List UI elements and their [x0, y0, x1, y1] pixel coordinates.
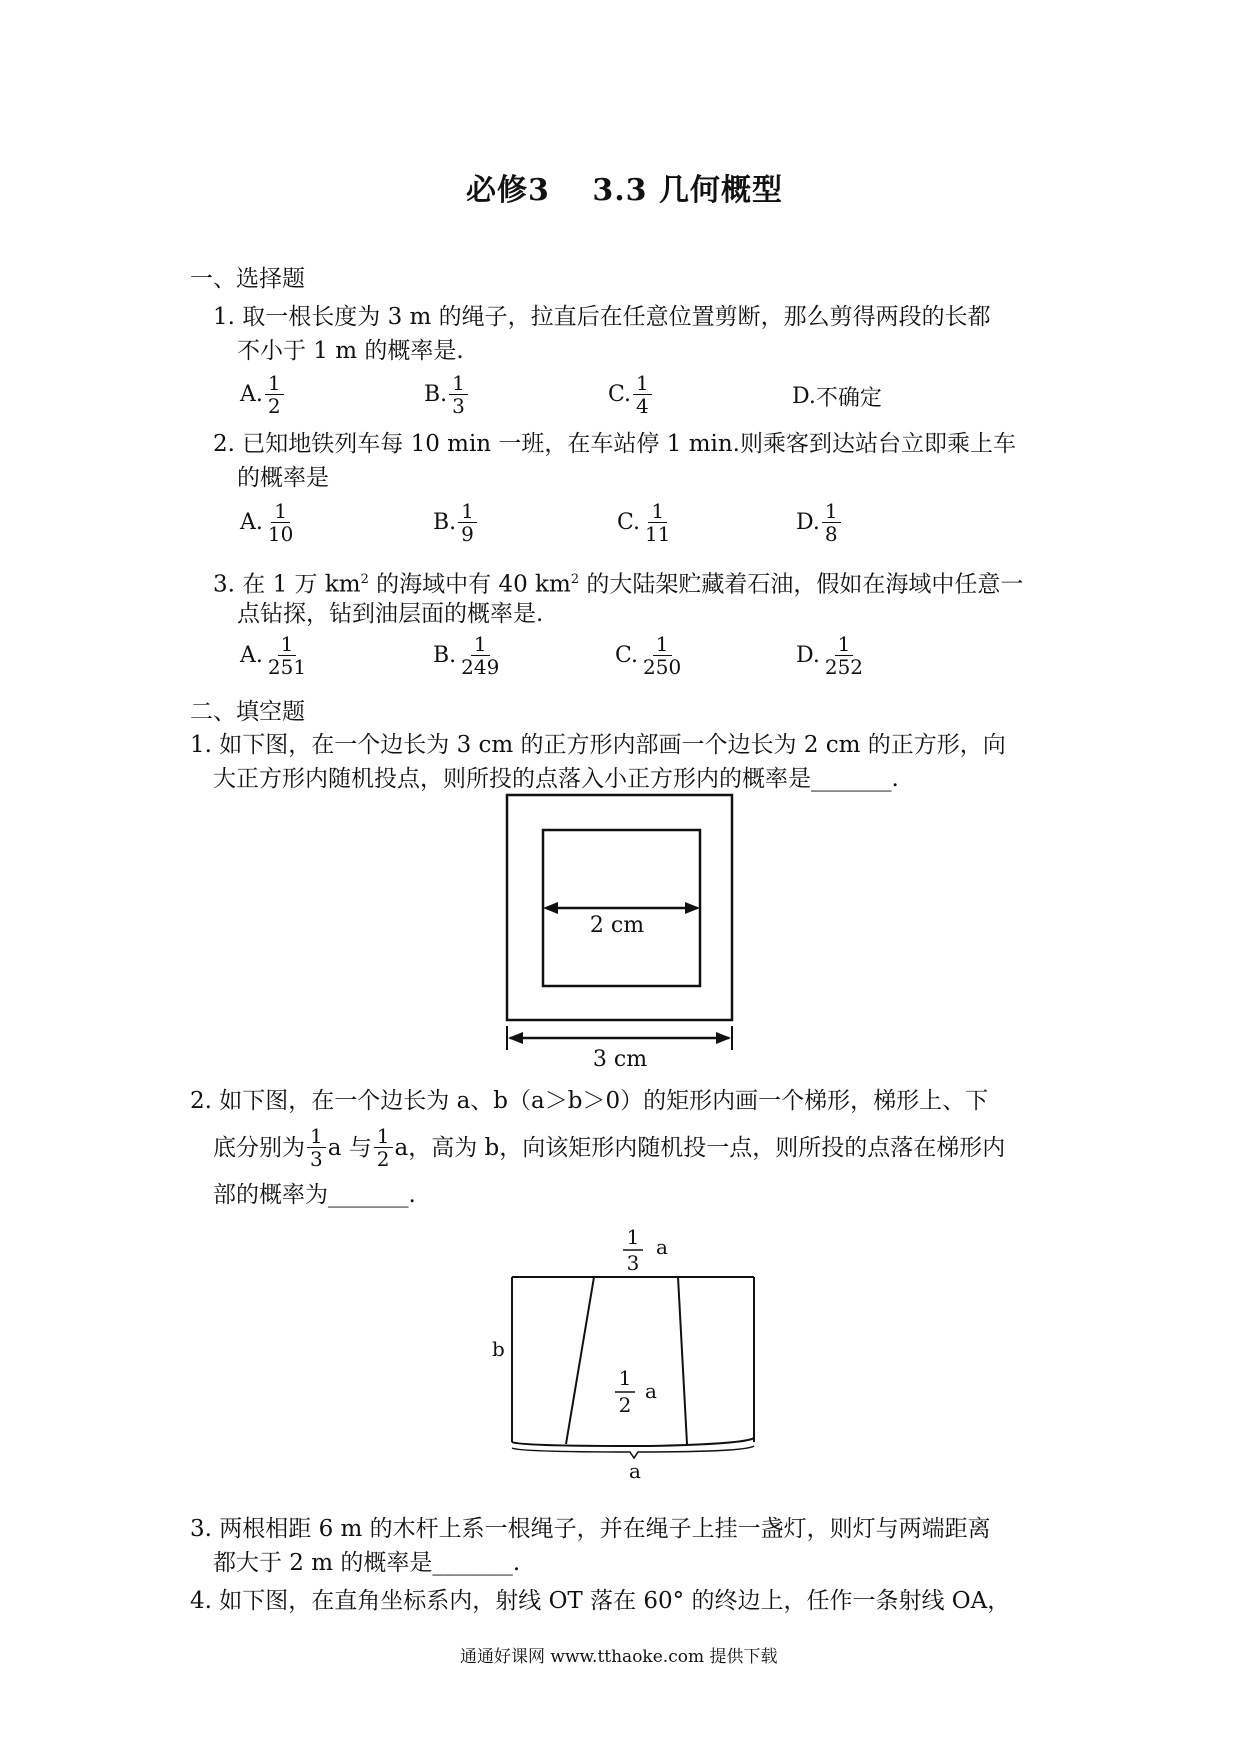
option-label: C.: [617, 510, 641, 535]
mid-fraction-variable: a: [645, 1379, 657, 1403]
denominator: 4: [636, 394, 649, 418]
q3-option-c: [615, 633, 684, 678]
trapezoid-right-leg: [678, 1277, 687, 1444]
side-label-b: b: [492, 1337, 505, 1361]
f3-line2: 都大于 2 m 的概率是_______.: [213, 1550, 521, 1576]
f2-line2-part2: a 与: [327, 1134, 372, 1161]
nested-squares-figure: [490, 790, 750, 1080]
f2-line2-part1: 底分别为: [213, 1134, 305, 1161]
numerator: 1: [471, 633, 490, 656]
q1-line2: 不小于 1 m 的概率是.: [237, 338, 464, 364]
rect-bottom-side: [512, 1438, 754, 1446]
arrow-right-icon: [685, 902, 700, 914]
numerator: 1: [633, 372, 652, 395]
f3-line1: 3. 两根相距 6 m 的木杆上系一根绳子，并在绳子上挂一盏灯，则灯与两端距离: [190, 1516, 991, 1542]
option-label: B.: [433, 643, 457, 668]
option-label: D.: [796, 643, 820, 668]
option-fraction: [822, 633, 866, 678]
option-fraction: [822, 500, 841, 545]
option-fraction: [640, 633, 684, 678]
superscript: 2: [360, 572, 369, 587]
option-fraction: [449, 372, 468, 417]
numerator: 1: [653, 633, 672, 656]
option-fraction: [265, 372, 284, 417]
f1-line2: 大正方形内随机投点，则所投的点落入小正方形内的概率是_______.: [213, 766, 899, 792]
superscript: 2: [570, 572, 580, 587]
section-heading-fill: 二、填空题: [190, 699, 305, 725]
numerator: 1: [278, 633, 297, 656]
option-label: A.: [240, 510, 263, 535]
top-fraction-variable: a: [656, 1235, 668, 1259]
q1-option-b: [424, 372, 468, 417]
arrow-left-icon: [508, 1032, 523, 1044]
denominator: 251: [267, 655, 307, 679]
numerator: 1: [265, 372, 284, 395]
trapezoid-left-leg: [566, 1277, 594, 1444]
arrow-right-icon: [716, 1032, 731, 1044]
option-label: C.: [608, 382, 632, 407]
denominator: 249: [461, 655, 500, 679]
f1-line1: 1. 如下图，在一个边长为 3 cm 的正方形内部画一个边长为 2 cm 的正方形，向: [190, 732, 1006, 758]
top-fraction-denominator: 3: [626, 1251, 640, 1275]
q1-option-d: [792, 381, 882, 412]
option-fraction: [633, 372, 652, 417]
bottom-brace: [512, 1446, 754, 1458]
denominator: 8: [824, 522, 838, 546]
q3-line1-part1: 3. 在 1 万 km: [213, 571, 361, 598]
numerator: 1: [648, 500, 667, 523]
q3-line1-part3: 的大陆架贮藏着石油，假如在海域中任意一: [579, 571, 1024, 598]
f2-line2: [213, 1125, 1005, 1170]
option-fraction: [458, 500, 477, 545]
outer-side-label: 3 cm: [592, 1047, 648, 1072]
q1-line1: 1. 取一根长度为 3 m 的绳子，拉直后在任意位置剪断，那么剪得两段的长都: [213, 304, 991, 330]
option-fraction: [265, 500, 296, 545]
bottom-label-a: a: [629, 1459, 641, 1483]
denominator: 250: [643, 655, 682, 679]
q3-line1: [213, 563, 1023, 602]
inner-side-label: 2 cm: [589, 913, 645, 938]
q2-option-b: [433, 500, 477, 545]
option-label: A.: [240, 643, 263, 668]
denominator: 2: [267, 394, 281, 418]
q2-option-a: [240, 500, 296, 545]
denominator: 252: [824, 655, 864, 679]
fraction-one-third: [307, 1125, 326, 1170]
option-text: 不确定: [815, 386, 882, 411]
mid-fraction-numerator: 1: [618, 1366, 632, 1390]
denominator: 10: [267, 522, 294, 546]
q2-option-d: [796, 500, 841, 545]
numerator: 1: [835, 633, 854, 656]
fraction-one-half: [374, 1125, 393, 1170]
q2-option-c: [617, 500, 674, 545]
section-heading-choice: 一、选择题: [190, 266, 305, 292]
denominator: 3: [452, 394, 465, 418]
rectangle-trapezoid-figure: [480, 1220, 770, 1483]
option-fraction: [458, 633, 502, 678]
q3-option-d: [796, 633, 866, 678]
numerator: 1: [307, 1125, 326, 1148]
denominator: 3: [310, 1147, 323, 1171]
f2-line1: 2. 如下图，在一个边长为 a、b（a＞b＞0）的矩形内画一个梯形，梯形上、下: [190, 1088, 989, 1114]
numerator: 1: [458, 500, 477, 523]
page-title: 必修3 3.3 几何概型: [466, 173, 783, 208]
option-label: B.: [433, 510, 457, 535]
denominator: 11: [645, 522, 671, 546]
q3-option-a: [240, 633, 309, 678]
option-fraction: [642, 500, 673, 545]
option-fraction: [265, 633, 309, 678]
numerator: 1: [449, 372, 468, 395]
q3-option-b: [433, 633, 502, 678]
option-label: A.: [240, 382, 263, 407]
option-label: C.: [615, 643, 639, 668]
option-label: D.: [796, 510, 820, 535]
q2-line1: 2. 已知地铁列车每 10 min 一班，在车站停 1 min.则乘客到达站台立即乘上车: [213, 431, 1016, 457]
q3-line2: 点钻探，钻到油层面的概率是.: [237, 601, 544, 627]
mid-fraction-denominator: 2: [618, 1393, 632, 1417]
top-fraction-numerator: 1: [626, 1225, 640, 1249]
page-footer: 通通好课网 www.tthaoke.com 提供下载: [460, 1647, 778, 1667]
option-label: B.: [424, 382, 448, 407]
arrow-left-icon: [543, 902, 558, 914]
q3-line1-part2: 的海域中有 40 km: [368, 571, 571, 598]
option-label: D.: [792, 384, 816, 409]
numerator: 1: [374, 1125, 393, 1148]
q1-option-a: [240, 372, 284, 417]
f2-line3: 部的概率为_______.: [213, 1182, 416, 1208]
denominator: 2: [376, 1147, 390, 1171]
f2-line2-part3: a，高为 b，向该矩形内随机投一点，则所投的点落在梯形内: [394, 1134, 1006, 1161]
numerator: 1: [271, 500, 290, 523]
f4-line1: 4. 如下图，在直角坐标系内，射线 OT 落在 60° 的终边上，任作一条射线 OA，: [190, 1588, 1011, 1614]
q2-line2: 的概率是: [237, 465, 329, 491]
numerator: 1: [822, 500, 841, 523]
denominator: 9: [461, 522, 474, 546]
q1-option-c: [608, 372, 652, 417]
